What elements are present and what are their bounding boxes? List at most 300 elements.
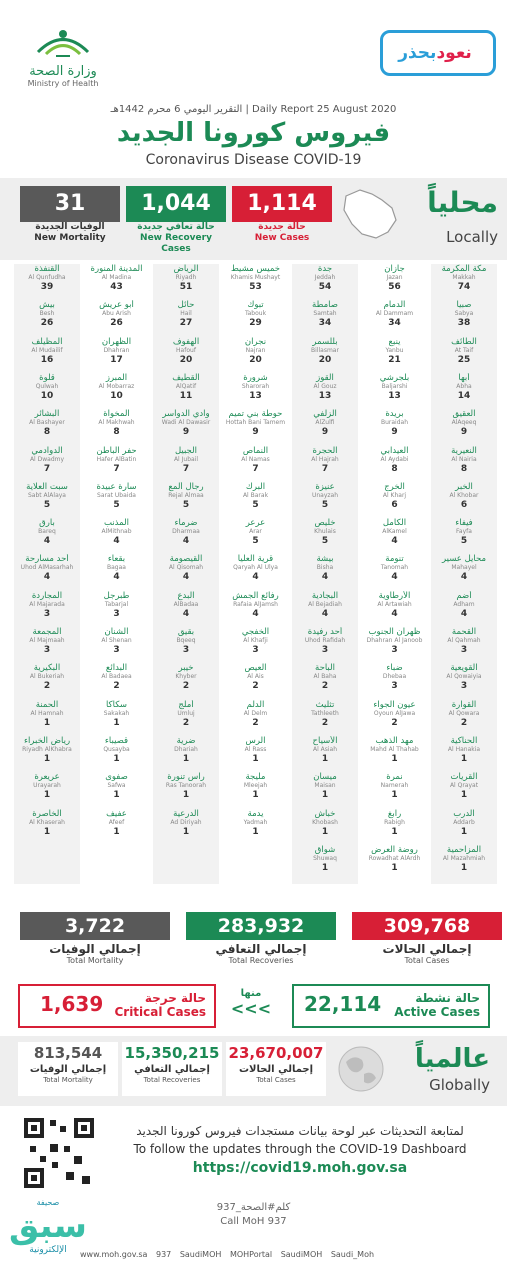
city-count: 1 [460, 753, 468, 764]
city-name-en: AlKamel [382, 528, 407, 536]
city-name-ar: الخرج [384, 481, 405, 492]
city-cell [223, 591, 289, 621]
city-cell [292, 409, 358, 439]
global-mortality-value: 813,544 [33, 1044, 103, 1062]
city-count: 3 [113, 608, 120, 619]
city-cell [153, 663, 219, 693]
city-cell [362, 446, 428, 476]
city-name-ar: الدرعية [173, 808, 199, 819]
city-name-en: Al Khobar [449, 491, 479, 499]
campaign-word-b: بحذر [398, 43, 437, 63]
city-cell [223, 264, 289, 294]
city-name-ar: ينبع [388, 336, 401, 347]
city-count: 14 [457, 390, 471, 401]
city-count: 6 [460, 499, 468, 510]
city-name-en: Al Mudailif [31, 346, 63, 354]
new-mortality-value: 31 [20, 186, 120, 222]
city-cell [362, 809, 428, 839]
city-count: 51 [179, 282, 193, 292]
city-count: 1 [321, 862, 329, 873]
city-cell [14, 482, 80, 512]
city-count: 4 [460, 608, 468, 619]
total-cases-value: 309,768 [352, 912, 502, 940]
city-name-en: Al Dammam [375, 310, 414, 318]
city-column [153, 264, 219, 884]
city-cell [431, 264, 497, 294]
city-count: 3 [43, 608, 51, 619]
city-cell [84, 627, 150, 657]
city-name-en: Bqeeq [176, 637, 196, 644]
city-name-en: Al Majmaah [29, 637, 65, 644]
city-name-ar: حفر الباطن [96, 445, 137, 456]
city-name-ar: البدع [177, 590, 195, 601]
city-cell [431, 845, 497, 875]
city-count: 2 [321, 717, 329, 728]
city-name-ar: روضة العرض [371, 844, 418, 855]
city-name-en: Al Asiah [312, 745, 338, 753]
city-count: 1 [460, 790, 468, 801]
city-name-en: Tathleeth [311, 709, 339, 717]
city-count: 9 [182, 427, 190, 438]
footer-snapchat-link[interactable]: Saudi_Moh [330, 1250, 375, 1259]
footer-twitter-link[interactable]: SaudiMOH [179, 1250, 222, 1259]
city-name-ar: نجران [244, 336, 267, 347]
city-name-en: Yadmah [243, 818, 268, 826]
dashboard-text-ar: لمتابعة التحديثات عبر لوحة بيانات مستجدات فيروس كورونا الجديد [136, 1124, 464, 1138]
dashboard-link[interactable]: https://covid19.moh.gov.sa [192, 1160, 408, 1176]
city-name-ar: البشائر [34, 409, 60, 420]
city-count: 3 [182, 645, 190, 655]
critical-cases-label-ar: حالة حرجة [144, 991, 206, 1005]
dashboard-text-en: To follow the updates through the COVID-19 Dashboard [133, 1142, 467, 1156]
city-count: 43 [110, 282, 123, 292]
city-name-ar: الرس [245, 735, 266, 746]
global-recoveries-value: 15,350,215 [124, 1044, 220, 1062]
footer-phone: 937 [155, 1250, 172, 1259]
city-cell [292, 809, 358, 839]
city-name-ar: وادي الدواسر [162, 409, 210, 420]
locally-label-ar: محلياً [427, 186, 498, 219]
city-cell [84, 772, 150, 802]
city-cell [431, 772, 497, 802]
city-count: 2 [252, 717, 259, 728]
city-name-en: Sarat Ubaida [97, 491, 136, 499]
city-name-en: Al Gouz [313, 382, 337, 390]
city-name-ar: قلوة [39, 372, 55, 383]
city-cell [153, 409, 219, 439]
city-name-en: AlMithnab [101, 528, 132, 536]
city-name-ar: العيدابي [380, 445, 409, 456]
city-name-en: Arar [249, 528, 262, 536]
city-name-en: Umluj [177, 709, 195, 717]
city-count: 1 [391, 826, 398, 837]
total-mortality-label-en: Total Mortality [66, 956, 124, 965]
city-name-ar: الكامل [382, 518, 407, 529]
city-name-ar: خليص [314, 518, 336, 529]
city-count: 4 [391, 536, 398, 547]
city-cell [292, 554, 358, 584]
city-name-en: Al Mobarraz [98, 382, 135, 390]
city-name-en: Samtah [313, 310, 337, 318]
city-name-en: AlZulfi [315, 419, 335, 427]
city-count: 4 [321, 572, 329, 583]
city-column [84, 264, 150, 884]
global-mortality-box [18, 1042, 118, 1096]
city-count: 34 [318, 318, 332, 329]
city-name-en: Al Hamnah [30, 709, 64, 717]
city-cell [431, 700, 497, 730]
city-count: 27 [179, 318, 193, 329]
city-name-en: Rafaia AlJamsh [233, 600, 278, 608]
city-count: 4 [391, 572, 398, 583]
city-name-ar: ضرماء [174, 518, 198, 529]
campaign-word-a: نعود [436, 43, 472, 63]
city-name-ar: بللسمر [312, 336, 338, 347]
city-name-en: Al Bejadiah [308, 600, 342, 608]
city-name-ar: جدة [317, 264, 333, 274]
city-grid [10, 264, 497, 892]
city-name-ar: المخواة [103, 409, 130, 420]
city-count: 1 [182, 753, 190, 764]
city-count: 39 [40, 282, 54, 292]
footer-links [80, 1250, 500, 1259]
city-name-en: Tanomah [380, 564, 409, 572]
city-name-ar: العقيق [452, 409, 476, 420]
city-name-en: Oyoun AlJawa [373, 709, 416, 717]
city-count: 4 [460, 572, 468, 583]
city-count: 4 [43, 536, 51, 547]
page-title-en: Coronavirus Disease COVID-19 [145, 152, 362, 168]
total-recoveries-label-ar: إجمالي التعافي [215, 942, 307, 956]
city-cell [84, 264, 150, 294]
city-count: 5 [321, 536, 329, 547]
campaign-badge [380, 30, 496, 76]
city-cell [84, 300, 150, 330]
city-count: 20 [249, 354, 262, 365]
city-name-ar: مليجة [245, 772, 266, 783]
city-count: 9 [391, 427, 398, 438]
city-name-ar: شرورة [243, 372, 268, 383]
city-name-ar: العيص [244, 663, 267, 674]
footer-website-link[interactable]: www.moh.gov.sa [80, 1250, 148, 1259]
city-name-en: Al Aydabi [380, 455, 409, 463]
city-count: 5 [252, 499, 259, 510]
city-name-en: Al Hajrah [311, 455, 339, 463]
city-cell [431, 627, 497, 657]
city-cell [431, 809, 497, 839]
new-mortality-label-ar: الوفيات الجديدة [35, 222, 105, 232]
city-count: 38 [457, 318, 471, 329]
city-count: 5 [460, 536, 468, 547]
new-cases-label-en: New Cases [254, 233, 310, 243]
city-count: 20 [179, 354, 193, 365]
total-recoveries-box [186, 912, 336, 970]
city-count: 4 [391, 608, 398, 619]
city-cell [14, 264, 80, 294]
city-name-en: Tabarjal [104, 600, 129, 608]
city-count: 3 [321, 645, 329, 655]
city-name-en: Sabt AlAlaya [27, 491, 66, 499]
city-name-ar: صامطة [312, 300, 338, 311]
city-name-ar: بيشة [316, 554, 334, 565]
city-name-ar: القحمة [451, 627, 477, 637]
total-cases-box [352, 912, 502, 970]
city-name-ar: تبوك [247, 300, 264, 311]
city-name-en: Hottah Bani Tamem [225, 419, 286, 427]
city-name-en: Al Qrayat [449, 782, 479, 790]
city-name-en: Al Baha [313, 673, 337, 681]
city-count: 5 [321, 499, 329, 510]
city-count: 10 [110, 390, 123, 401]
city-name-en: Najran [245, 346, 266, 354]
city-cell [431, 736, 497, 766]
city-name-en: Al Khaserah [29, 818, 65, 826]
arrow-label-ar: منها [240, 988, 262, 999]
city-name-ar: مهد الذهب [375, 735, 414, 746]
city-count: 3 [460, 681, 468, 692]
city-count: 1 [43, 753, 51, 764]
city-count: 3 [391, 645, 398, 655]
city-cell [153, 554, 219, 584]
city-name-ar: خميس مشيط [230, 264, 281, 274]
city-name-ar: أملج [178, 699, 194, 710]
city-name-ar: صفوى [105, 772, 128, 783]
city-name-ar: الدوادمي [31, 445, 63, 456]
city-cell [153, 518, 219, 548]
city-name-en: Hafouf [176, 346, 196, 354]
city-name-en: Khulais [314, 528, 336, 536]
city-name-ar: أحد رفيدة [307, 627, 343, 637]
city-name-en: Al Rass [244, 745, 267, 753]
ministry-name-en: Ministry of Health [27, 79, 99, 88]
city-cell [292, 700, 358, 730]
active-cases-box [292, 984, 490, 1028]
city-cell [431, 337, 497, 367]
city-cell [223, 627, 289, 657]
city-cell [84, 482, 150, 512]
city-count: 7 [43, 463, 51, 474]
city-name-en: Buraidah [380, 419, 409, 427]
city-name-en: Uhod Rafidah [304, 637, 346, 644]
city-cell [292, 845, 358, 875]
city-count: 1 [321, 826, 329, 837]
city-name-en: Al Nairia [451, 455, 477, 463]
city-name-en: Addarb [453, 818, 475, 826]
city-name-ar: القنفذة [34, 264, 60, 274]
city-name-en: Al Barak [242, 491, 269, 499]
city-count: 13 [249, 390, 262, 401]
city-name-en: Al Mazahmiah [442, 854, 486, 862]
critical-cases-label-en: Critical Cases [114, 1005, 206, 1019]
city-cell [431, 300, 497, 330]
city-name-en: Rowadhat AlArdh [368, 854, 421, 862]
moh-emblem-icon [28, 22, 98, 62]
city-cell [362, 627, 428, 657]
city-name-ar: المدينة المنورة [90, 264, 143, 274]
city-name-ar: عفيف [106, 808, 127, 819]
city-name-en: Riyadh [175, 274, 197, 281]
city-cell [153, 446, 219, 476]
city-cell [14, 736, 80, 766]
new-cases-value: 1,114 [232, 186, 332, 222]
city-cell [431, 373, 497, 403]
city-count: 8 [43, 427, 51, 438]
city-count: 8 [460, 463, 468, 474]
city-cell [14, 772, 80, 802]
qr-code-icon[interactable] [22, 1116, 96, 1190]
city-name-en: Mahayel [451, 564, 477, 572]
city-name-en: Sabya [454, 310, 474, 318]
city-name-ar: المجمعة [32, 627, 62, 637]
city-cell [362, 591, 428, 621]
city-name-ar: نمرة [386, 772, 403, 783]
city-name-en: Abha [456, 382, 472, 390]
city-name-en: Afeef [108, 818, 125, 826]
city-count: 7 [182, 463, 190, 474]
moh-logo [18, 22, 108, 92]
city-cell [84, 663, 150, 693]
city-name-ar: الأرطاوية [378, 590, 411, 601]
city-name-ar: مكة المكرمة [441, 264, 487, 274]
city-cell [292, 373, 358, 403]
city-name-ar: الطائف [451, 336, 477, 347]
global-recoveries-box [122, 1042, 222, 1096]
total-mortality-box [20, 912, 170, 970]
city-name-en: Al Qisomah [168, 564, 204, 572]
arrow-glyph: <<< [230, 999, 272, 1018]
city-cell [153, 337, 219, 367]
city-name-ar: البكيرية [33, 663, 61, 674]
city-cell [292, 736, 358, 766]
city-name-ar: القوز [316, 372, 334, 383]
city-name-en: Al Qowaiyia [446, 673, 482, 681]
global-mortality-label-ar: إجمالي الوفيات [29, 1064, 107, 1075]
city-name-en: Al Badaea [101, 673, 132, 681]
city-name-ar: صبيا [456, 300, 472, 311]
city-name-en: Dhariah [174, 745, 198, 753]
city-cell [223, 809, 289, 839]
city-count: 5 [113, 499, 120, 510]
city-name-en: Al Qowara [448, 709, 480, 717]
city-count: 1 [252, 790, 259, 801]
city-name-ar: الحجرة [312, 445, 338, 456]
city-count: 9 [252, 427, 259, 438]
city-name-ar: القويعية [450, 663, 478, 674]
city-count: 4 [252, 608, 259, 619]
city-name-en: Tabouk [244, 310, 267, 318]
city-name-en: Al Shenan [101, 637, 132, 644]
sabq-watermark [4, 1198, 92, 1274]
city-name-ar: راس تنورة [167, 772, 205, 783]
city-name-en: Ras Tanoorah [165, 782, 207, 790]
city-name-ar: أضم [456, 590, 472, 601]
city-count: 1 [460, 826, 468, 837]
new-cases-label-ar: حالة جديدة [258, 222, 306, 232]
city-cell [431, 446, 497, 476]
city-name-ar: الشنان [104, 627, 129, 637]
city-count: 20 [318, 354, 332, 365]
city-count: 2 [113, 681, 120, 692]
city-name-en: Al Artawiah [377, 600, 412, 608]
city-name-en: Unayzah [311, 491, 339, 499]
city-cell [84, 409, 150, 439]
city-cell [292, 518, 358, 548]
city-name-ar: عريعرة [34, 772, 60, 783]
city-name-ar: النماص [242, 445, 269, 456]
city-count: 1 [182, 826, 190, 837]
city-name-en: Namerah [380, 782, 409, 790]
city-count: 13 [388, 390, 401, 401]
city-count: 7 [113, 463, 120, 474]
city-cell [362, 482, 428, 512]
city-name-en: Safwa [107, 782, 126, 790]
city-cell [223, 700, 289, 730]
city-cell [14, 663, 80, 693]
city-count: 21 [388, 354, 401, 365]
saudi-map-icon [338, 186, 400, 242]
city-cell [223, 772, 289, 802]
city-name-en: Billasmar [311, 346, 339, 354]
city-name-en: Al Namas [241, 455, 270, 463]
city-name-ar: الخاصرة [32, 808, 62, 819]
city-cell [292, 627, 358, 657]
city-name-ar: الخفجي [241, 627, 270, 637]
footer-facebook-link[interactable]: SaudiMOH [280, 1250, 323, 1259]
new-mortality-label-en: New Mortality [34, 233, 106, 243]
global-mortality-label-en: Total Mortality [43, 1076, 93, 1084]
city-column [431, 264, 497, 884]
city-name-ar: الأسياح [312, 735, 338, 746]
globally-label-en: Globally [429, 1076, 490, 1094]
city-name-ar: البدائع [105, 663, 128, 674]
city-name-ar: الجبيل [174, 445, 197, 456]
city-cell [223, 337, 289, 367]
city-count: 1 [391, 753, 398, 764]
city-name-ar: بريدة [385, 409, 404, 420]
city-cell [292, 482, 358, 512]
city-cell [362, 264, 428, 294]
report-date-line: التقرير اليومي 6 محرم 1442هـ | Daily Report 25 August 2020 [110, 104, 397, 115]
global-cases-value: 23,670,007 [228, 1044, 324, 1062]
city-cell [362, 373, 428, 403]
city-name-en: Qaryah Al Ulya [233, 564, 278, 572]
city-column [362, 264, 428, 884]
city-cell [292, 446, 358, 476]
city-count: 13 [318, 390, 332, 401]
city-cell [292, 591, 358, 621]
city-name-en: Jazan [386, 274, 403, 281]
arrow-indicator [216, 988, 286, 1018]
city-cell [362, 518, 428, 548]
city-name-ar: رفائع الجمش [232, 590, 279, 601]
city-name-en: Bareq [38, 528, 56, 536]
footer-youtube-link[interactable]: MOHPortal [229, 1250, 273, 1259]
city-name-ar: جازان [384, 264, 405, 274]
total-cases-label-en: Total Cases [404, 956, 450, 965]
global-cases-label-en: Total Cases [256, 1076, 296, 1084]
city-name-ar: الدرب [453, 808, 475, 819]
city-name-en: Khobash [312, 818, 338, 826]
city-cell [14, 591, 80, 621]
city-count: 29 [249, 318, 262, 329]
city-name-ar: القطيف [172, 372, 200, 383]
city-name-en: Mahd Al Thahab [370, 745, 419, 753]
city-cell [84, 554, 150, 584]
city-name-en: Dharmaa [172, 528, 200, 536]
city-name-ar: البرك [245, 481, 266, 492]
city-name-en: Rabigh [384, 818, 405, 826]
city-cell [292, 772, 358, 802]
